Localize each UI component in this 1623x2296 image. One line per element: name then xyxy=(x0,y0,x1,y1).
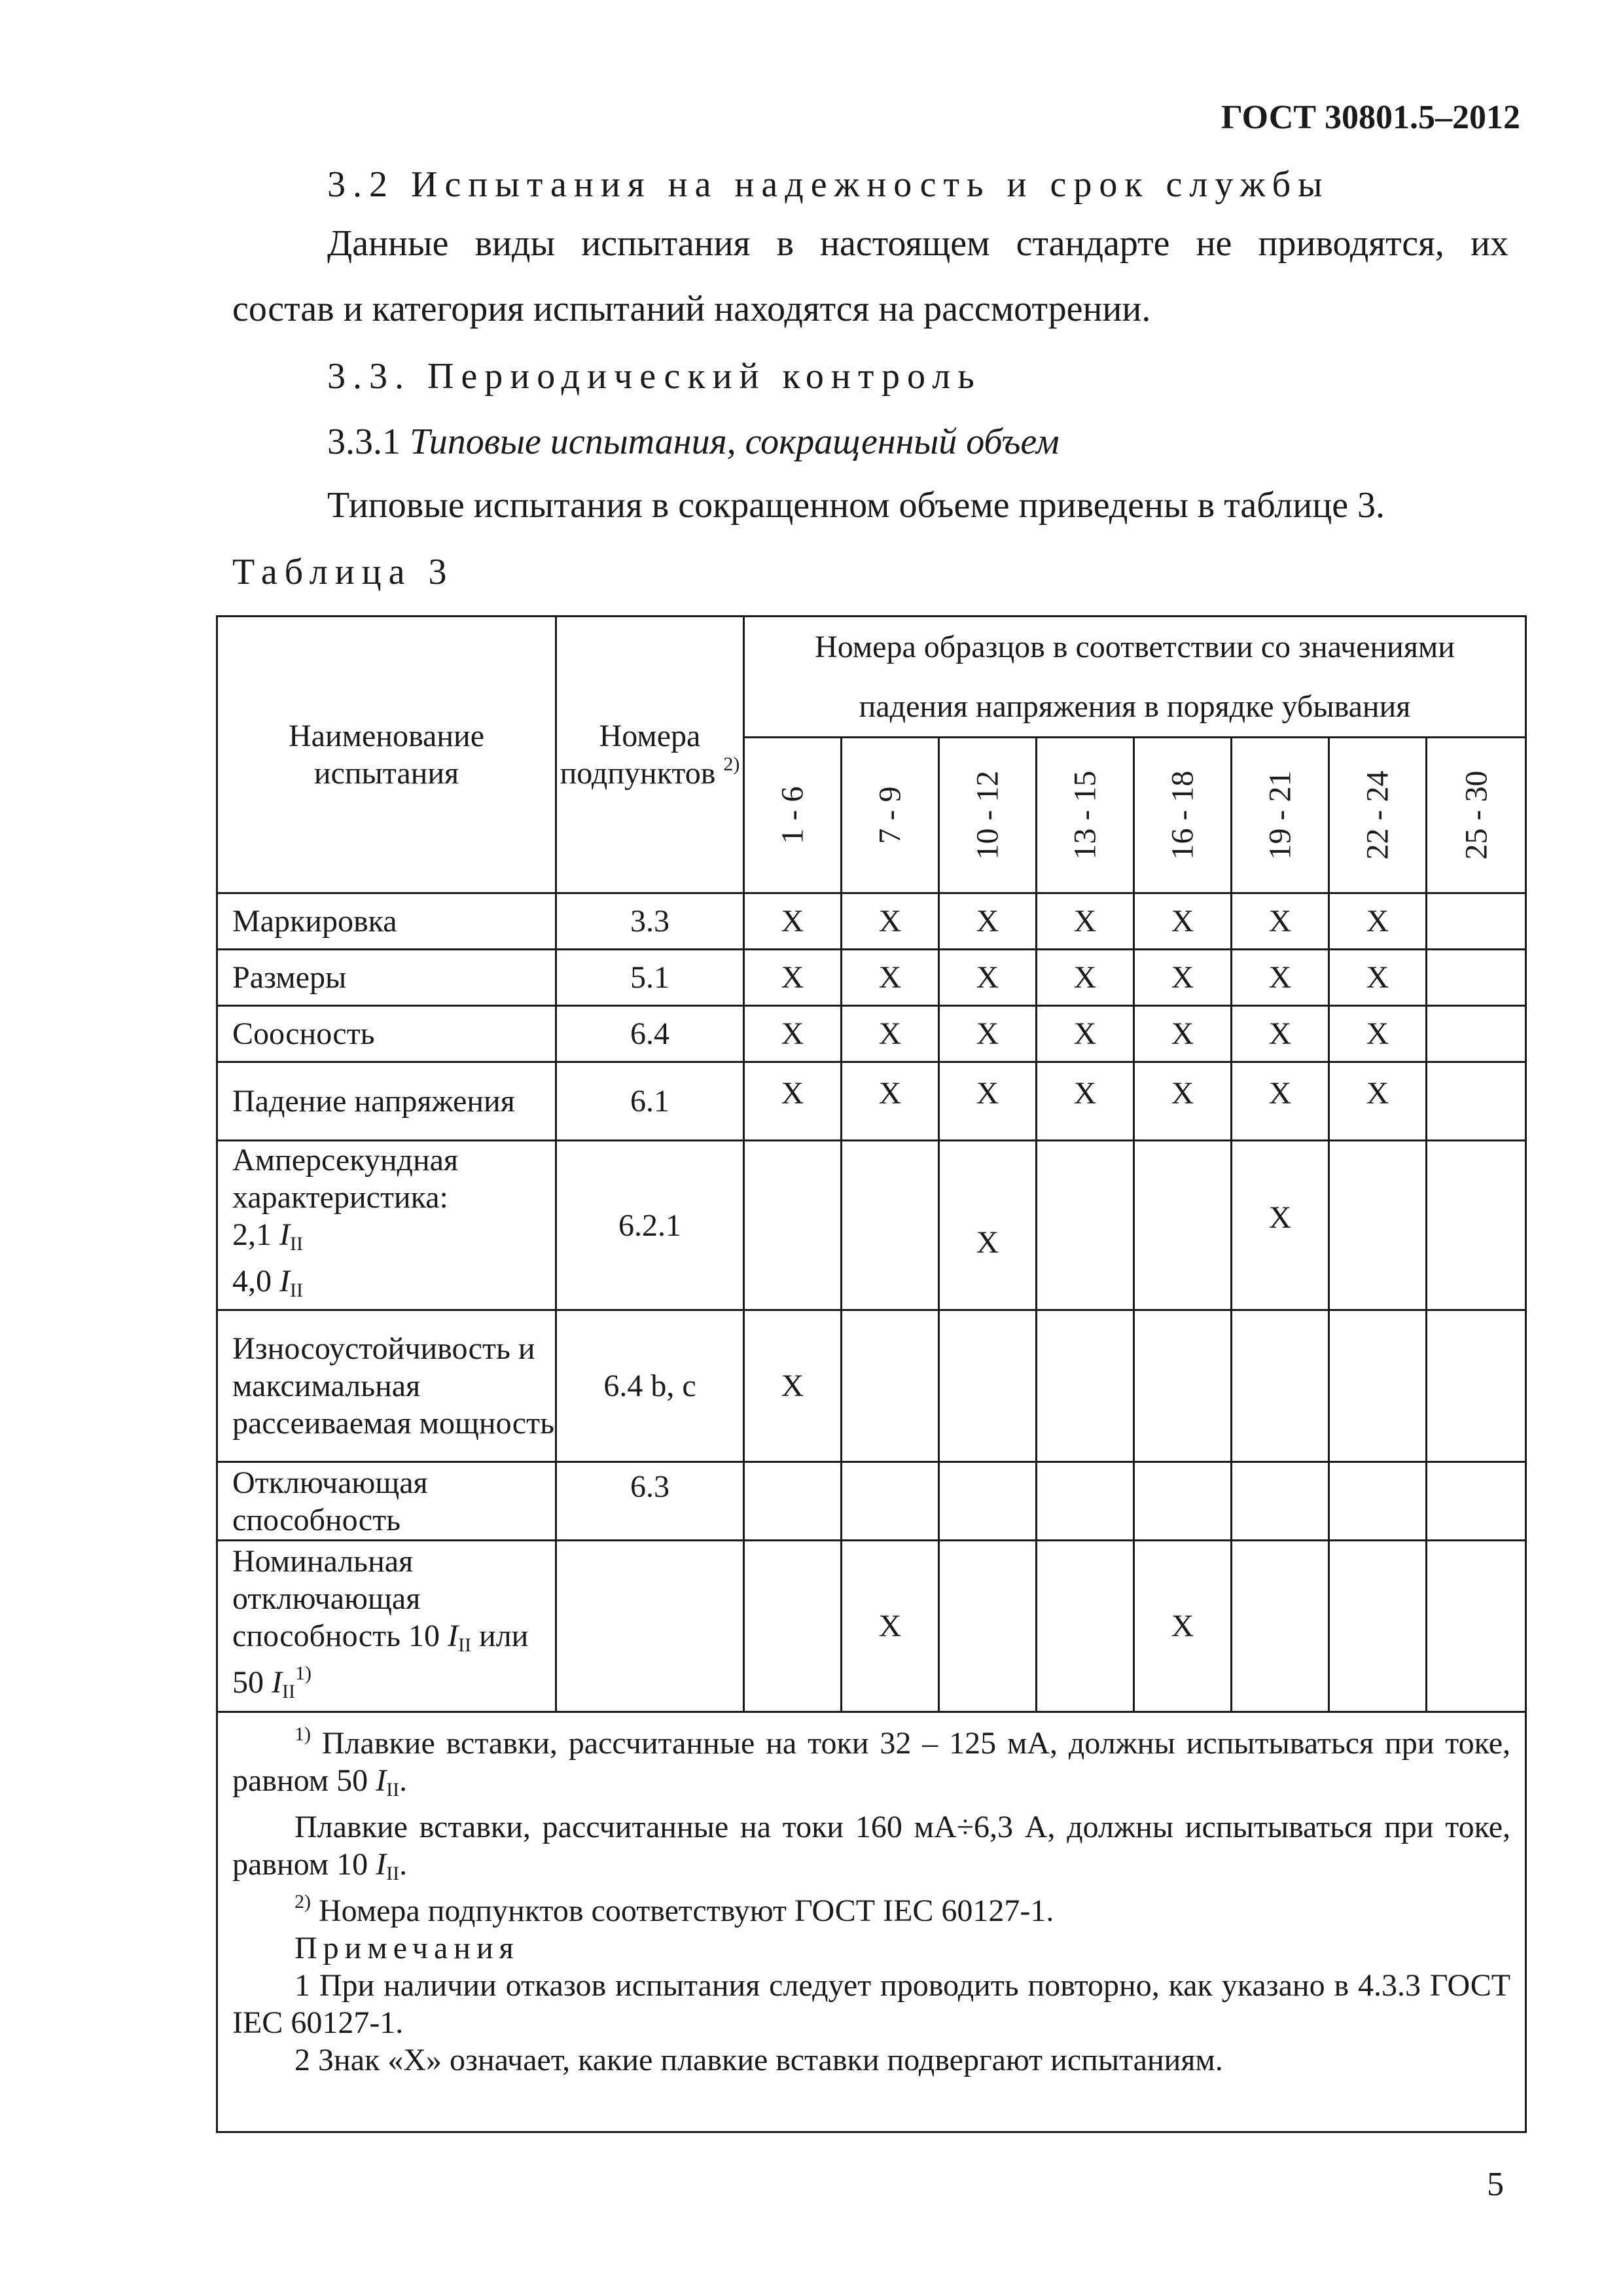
current-subscript: II xyxy=(457,1634,471,1656)
sample-mark-cell xyxy=(1427,1310,1526,1462)
test-name-text: или xyxy=(478,1618,529,1653)
x-mark: X xyxy=(1366,904,1389,939)
sample-mark-cell xyxy=(1427,893,1526,950)
footnote-1-mark: 1) xyxy=(294,1662,312,1684)
sample-mark-cell xyxy=(939,893,1037,950)
sample-mark-cell xyxy=(744,1062,842,1141)
sample-mark-cell xyxy=(1232,1541,1329,1712)
footnote-1b-text: Плавкие вставки, рассчитанные на токи 160 мА÷6,3 А, должны испытываться при токе, равном 10 xyxy=(232,1810,1511,1882)
x-mark: X xyxy=(1171,1609,1194,1643)
subclause-number: 6.1 xyxy=(556,1062,744,1141)
sample-mark-cell xyxy=(842,1310,939,1462)
sample-mark-cell xyxy=(744,893,842,950)
header-sample-col xyxy=(744,738,842,893)
sample-mark-cell xyxy=(939,1006,1037,1062)
mark-line-2 xyxy=(1037,1216,1133,1263)
sample-mark-cell xyxy=(1329,1141,1427,1310)
x-mark: X xyxy=(878,904,902,939)
header-subclause-numbers xyxy=(556,617,744,893)
mark-line-1 xyxy=(1135,1141,1230,1216)
mark-line-1 xyxy=(1427,1141,1525,1216)
current-symbol: I xyxy=(279,1264,290,1299)
sample-mark-cell xyxy=(744,950,842,1006)
current-subscript: II xyxy=(386,1863,400,1884)
sample-mark-cell xyxy=(1037,1006,1134,1062)
footnote-2-mark: 2) xyxy=(294,1891,311,1912)
sample-mark-cell xyxy=(1329,1006,1427,1062)
table-caption: Таблица 3 xyxy=(232,552,454,592)
x-mark: X xyxy=(976,1225,999,1260)
x-mark: X xyxy=(1268,1016,1292,1051)
sample-mark-cell xyxy=(1134,1310,1232,1462)
sample-mark-cell xyxy=(842,1062,939,1141)
mark-line-1 xyxy=(745,1141,840,1216)
subclause-number: 5.1 xyxy=(556,950,744,1006)
sample-mark-cell xyxy=(744,1141,842,1310)
current-subscript: II xyxy=(386,1779,400,1801)
current-subscript: II xyxy=(289,1233,303,1255)
x-mark: X xyxy=(878,1076,902,1111)
current-symbol: I xyxy=(272,1664,282,1700)
table-row xyxy=(217,893,1526,950)
test-name xyxy=(217,1541,556,1712)
sample-mark-cell xyxy=(1329,1062,1427,1141)
mark-line-2 xyxy=(1330,1216,1425,1263)
footnote-1a: $^{1)}$ Плавкие вставки, рассчитанные на токи 32 – 125 мА, должны испытываться при токе, равном 50 $I_{II}$. xyxy=(232,1723,1511,1801)
header-sample-col xyxy=(1134,738,1232,893)
note-1: 1 При наличии отказов испытания следует проводить повторно, как указано в 4.3.3 ГОСТ IEC 60127-1. xyxy=(232,1968,1511,2040)
section-3-3-1-heading xyxy=(327,409,1060,475)
sample-mark-cell xyxy=(1037,1310,1134,1462)
sample-mark-cell xyxy=(1037,893,1134,950)
x-mark: X xyxy=(878,960,902,995)
sample-mark-cell xyxy=(1329,950,1427,1006)
current-subscript: II xyxy=(289,1280,303,1301)
header-sample-group: Номера образцов в соответствии со значениями падения напряжения в порядке убывания xyxy=(744,617,1526,738)
mark-line-1 xyxy=(1232,1141,1328,1235)
section-3-2-line-1: Данные виды испытания в настоящем стандарте не приводятся, их xyxy=(327,223,1508,264)
test-name: Износоустойчивость и максимальная рассеиваемая мощность xyxy=(217,1310,556,1462)
sample-col-label: 13 - 15 xyxy=(1067,770,1103,860)
test-name: Маркировка xyxy=(217,893,556,950)
current-symbol: I xyxy=(279,1217,290,1252)
x-mark: X xyxy=(1366,1016,1389,1051)
sample-mark-cell xyxy=(842,1541,939,1712)
x-mark: X xyxy=(1268,1076,1292,1111)
sample-mark-cell xyxy=(1134,1006,1232,1062)
test-name-text: 50 xyxy=(232,1664,264,1700)
x-mark: X xyxy=(1073,1076,1097,1111)
section-3-3-1-text: Типовые испытания в сокращенном объеме приведены в таблице 3. xyxy=(327,485,1385,526)
subclause-number: 3.3 xyxy=(556,893,744,950)
x-mark: X xyxy=(1171,960,1194,995)
sample-mark-cell xyxy=(1037,1141,1134,1310)
x-mark: X xyxy=(878,1016,902,1051)
sample-mark-cell xyxy=(1037,1541,1134,1712)
table-notes xyxy=(217,1712,1526,2132)
table-row xyxy=(217,1462,1526,1541)
header-sample-col xyxy=(939,738,1037,893)
x-mark: X xyxy=(781,904,804,939)
sample-mark-cell xyxy=(744,1541,842,1712)
x-mark: X xyxy=(781,1016,804,1051)
mark-line-1 xyxy=(1330,1141,1425,1216)
x-mark: X xyxy=(976,1016,999,1051)
test-name-multiplier: 2,1 xyxy=(232,1217,272,1252)
sample-mark-cell xyxy=(1037,950,1134,1006)
sample-mark-cell xyxy=(1427,1462,1526,1541)
x-mark: X xyxy=(976,904,999,939)
test-name: Отключающая способность xyxy=(217,1462,556,1541)
x-mark: X xyxy=(1073,1016,1097,1051)
x-mark: X xyxy=(1171,904,1194,939)
sample-mark-cell xyxy=(1427,1006,1526,1062)
sample-mark-cell xyxy=(842,950,939,1006)
sample-mark-cell xyxy=(1232,1006,1329,1062)
x-mark: X xyxy=(1268,1200,1292,1235)
sample-mark-cell xyxy=(1232,893,1329,950)
current-symbol: I xyxy=(376,1847,387,1882)
table-3 xyxy=(216,615,1527,2133)
footnote-2-text: Номера подпунктов соответствуют ГОСТ IEC 60127-1. xyxy=(319,1893,1054,1928)
x-mark: X xyxy=(781,960,804,995)
sample-col-label: 7 - 9 xyxy=(872,786,908,844)
sample-mark-cell xyxy=(1134,1462,1232,1541)
x-mark: X xyxy=(878,1609,902,1643)
sample-mark-cell xyxy=(1232,950,1329,1006)
header-sample-col xyxy=(1037,738,1134,893)
x-mark: X xyxy=(976,960,999,995)
mark-line-1 xyxy=(842,1141,938,1216)
test-name-text: Амперсекундная характеристика: xyxy=(232,1143,459,1215)
sample-mark-cell xyxy=(842,1006,939,1062)
sample-mark-cell xyxy=(939,1141,1037,1310)
section-3-3-title: 3.3. Периодический контроль xyxy=(327,356,982,397)
sample-mark-cell xyxy=(1427,950,1526,1006)
x-mark: X xyxy=(1366,960,1389,995)
header-sample-col xyxy=(1329,738,1427,893)
test-name: Размеры xyxy=(217,950,556,1006)
test-name xyxy=(217,1141,556,1310)
header-test-name: Наименование испытания xyxy=(217,617,556,893)
header-sample-col xyxy=(842,738,939,893)
sample-mark-cell xyxy=(744,1462,842,1541)
subclause-number: 6.2.1 xyxy=(556,1141,744,1310)
table-row xyxy=(217,950,1526,1006)
sample-mark-cell xyxy=(1427,1141,1526,1310)
sample-mark-cell xyxy=(842,1141,939,1310)
mark-line-2 xyxy=(745,1216,840,1263)
header-sample-col xyxy=(1232,738,1329,893)
current-symbol: I xyxy=(447,1618,458,1653)
footnote-2 xyxy=(232,1892,1510,1929)
sample-mark-cell xyxy=(1329,1462,1427,1541)
sample-col-label: 22 - 24 xyxy=(1360,770,1395,860)
sample-mark-cell xyxy=(1232,1310,1329,1462)
sample-mark-cell xyxy=(1134,1541,1232,1712)
sample-mark-cell xyxy=(1329,1541,1427,1712)
x-mark: X xyxy=(1171,1016,1194,1051)
sample-mark-cell xyxy=(1329,1310,1427,1462)
sample-mark-cell xyxy=(1232,1141,1329,1310)
mark-line-2 xyxy=(1427,1216,1525,1263)
sample-mark-cell xyxy=(744,1310,842,1462)
sample-mark-cell xyxy=(1232,1062,1329,1141)
sample-mark-cell xyxy=(1329,893,1427,950)
page-number: 5 xyxy=(1487,2166,1504,2203)
header-subclause-label: Номера подпунктов xyxy=(560,719,716,791)
sample-mark-cell xyxy=(1427,1541,1526,1712)
subclause-number xyxy=(556,1541,744,1712)
sample-mark-cell xyxy=(939,1541,1037,1712)
test-name-multiplier: 4,0 xyxy=(232,1264,272,1299)
table-row xyxy=(217,1062,1526,1141)
sample-mark-cell xyxy=(1232,1462,1329,1541)
document-code: ГОСТ 30801.5–2012 xyxy=(1221,99,1520,136)
sample-col-label: 25 - 30 xyxy=(1459,770,1494,860)
footnote-2-mark: 2) xyxy=(723,753,740,775)
sample-mark-cell xyxy=(939,1462,1037,1541)
x-mark: X xyxy=(1171,1076,1194,1111)
subclause-number: 6.3 xyxy=(556,1462,744,1541)
sample-mark-cell xyxy=(1037,1062,1134,1141)
sample-mark-cell xyxy=(939,1062,1037,1141)
sample-mark-cell xyxy=(1427,1062,1526,1141)
test-name-text: Номинальная отключающая способность 10 xyxy=(232,1543,440,1653)
header-sample-col xyxy=(1427,738,1526,893)
footnote-1-mark: 1) xyxy=(294,1723,311,1745)
mark-line-2 xyxy=(1135,1216,1230,1263)
x-mark: X xyxy=(781,1076,804,1111)
note-2: 2 Знак «Х» означает, какие плавкие вставки подвергают испытаниям. xyxy=(294,2043,1223,2077)
sample-mark-cell xyxy=(939,950,1037,1006)
sample-mark-cell xyxy=(1134,950,1232,1006)
x-mark: X xyxy=(976,1076,999,1111)
sample-mark-cell xyxy=(842,1462,939,1541)
sample-mark-cell xyxy=(842,893,939,950)
sample-mark-cell xyxy=(744,1006,842,1062)
x-mark: X xyxy=(781,1369,804,1403)
table-row xyxy=(217,1541,1526,1712)
test-name: Падение напряжения xyxy=(217,1062,556,1141)
footnote-1a-text: Плавкие вставки, рассчитанные на токи 32 – 125 мА, должны испытываться при токе, равном 50 xyxy=(232,1726,1511,1798)
current-symbol: I xyxy=(376,1763,387,1798)
sample-mark-cell xyxy=(1037,1462,1134,1541)
table-row xyxy=(217,1006,1526,1062)
x-mark: X xyxy=(1268,904,1292,939)
sample-mark-cell xyxy=(1134,893,1232,950)
sample-col-label: 10 - 12 xyxy=(970,770,1005,860)
x-mark: X xyxy=(1073,904,1097,939)
sample-col-label: 1 - 6 xyxy=(775,786,810,844)
subclause-number: 6.4 xyxy=(556,1006,744,1062)
subclause-number: 6.4 b, c xyxy=(556,1310,744,1462)
footnote-1b: Плавкие вставки, рассчитанные на токи 160 мА÷6,3 А, должны испытываться при токе, равном 10 $I_{II}$. xyxy=(232,1810,1511,1884)
table-row xyxy=(217,1310,1526,1462)
x-mark: X xyxy=(1073,960,1097,995)
mark-line-1 xyxy=(1037,1141,1133,1216)
section-3-2-line-2: состав и категория испытаний находятся на рассмотрении. xyxy=(232,289,1151,329)
x-mark: X xyxy=(1366,1076,1389,1111)
current-subscript: II xyxy=(281,1680,295,1702)
sample-mark-cell xyxy=(1134,1062,1232,1141)
sample-mark-cell xyxy=(1134,1141,1232,1310)
section-3-3-1-title: Типовые испытания, сокращенный объем xyxy=(410,422,1060,462)
section-3-3-1-number: 3.3.1 xyxy=(327,422,401,462)
sample-col-label: 19 - 21 xyxy=(1262,770,1298,860)
mark-line-2 xyxy=(842,1216,938,1263)
sample-col-label: 16 - 18 xyxy=(1165,770,1200,860)
table-row xyxy=(217,1141,1526,1310)
x-mark: X xyxy=(1268,960,1292,995)
section-3-2-title: 3.2 Испытания на надежность и срок службы xyxy=(327,164,1330,205)
mark-line-2 xyxy=(940,1216,1035,1263)
sample-mark-cell xyxy=(939,1310,1037,1462)
mark-line-1 xyxy=(940,1141,1035,1216)
test-name: Соосность xyxy=(217,1006,556,1062)
notes-title: Примечания xyxy=(294,1931,520,1965)
